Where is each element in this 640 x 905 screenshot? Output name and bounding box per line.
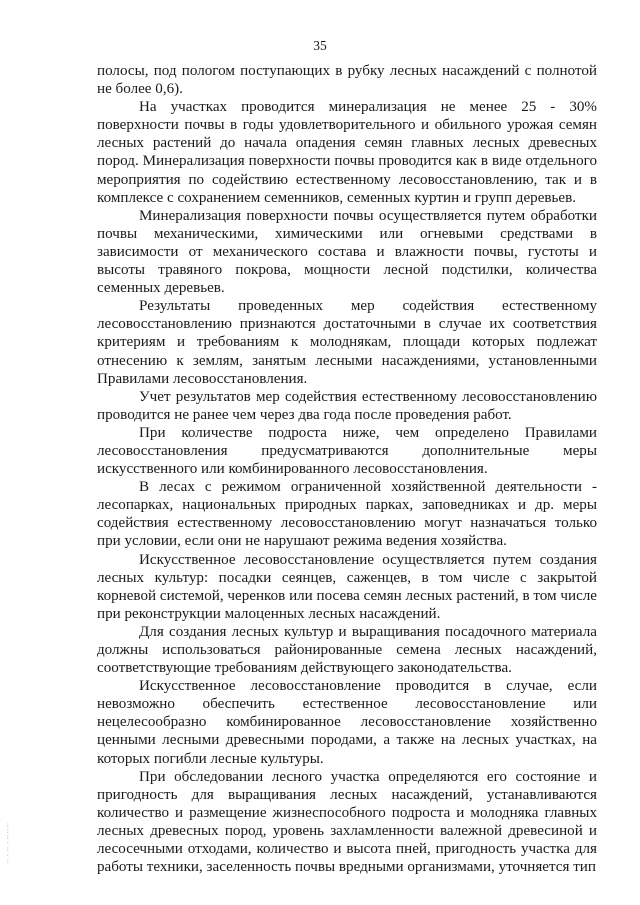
paragraph: При обследовании лесного участка определяются его состояние и пригодность для выращивания лесных насаждений, устанавливаются количество и размещение жизнеспособного подроста и молодняка главных лесных древесных пород, уровень захламленности валежной древесиной и лесосечными отходами, количество и высота пней, пригодность участка для работы техники, заселенность почвы вредными организмами, уточняется тип xyxy=(97,768,597,876)
paragraph: Для создания лесных культур и выращивания посадочного материала должны использоваться районированные семена лесных насаждений, соответствующие требованиям действующего законодательства. xyxy=(97,623,597,677)
page-number: 35 xyxy=(313,38,327,53)
paragraph-continuation: полосы, под пологом поступающих в рубку лесных насаждений с полнотой не более 0,6). xyxy=(97,63,597,98)
scan-margin-mark: : : : · : · : xyxy=(6,823,10,865)
paragraph: В лесах с режимом ограниченной хозяйственной деятельности - лесопарках, национальных природных парках, заповедниках и др. меры содействия естественному лесовосстановлению могут назначаться только при условии, если они не нарушают режима ведения хозяйства. xyxy=(97,479,597,550)
paragraph: На участках проводится минерализация не менее 25 - 30% поверхности почвы в годы удовлетворительного и обильного урожая семян лесных растений до начала опадения семян главных лесных древесных пород. Минерализация поверхности почвы проводится как в виде отдельного мероприятия по содействию естественному лесовосстановлению, так и в комплексе с сохранением семенников, семенных куртин и групп деревьев. xyxy=(97,99,597,206)
paragraph: Результаты проведенных мер содействия естественному лесовосстановлению признаются достаточными в случае их соответствия критериям и требованиям к молоднякам, площади которых подлежат отнесению к землям, занятым лесными насаждениями, установленными Правилами лесовосстановления. xyxy=(97,298,597,387)
paragraph: Минерализация поверхности почвы осуществляется путем обработки почвы механическими, химическими или огневыми средствами в зависимости от механического состава и влажности почвы, густоты и высоты травяного покрова, мощности лесной подстилки, количества семенных деревьев. xyxy=(97,207,597,297)
body-text xyxy=(97,62,597,876)
paragraph: Искусственное лесовосстановление осуществляется путем создания лесных культур: посадки сеянцев, саженцев, в том числе с закрытой корневой системой, черенков или посева семян лесных растений, в том числе при реконструкции малоценных лесных насаждений. xyxy=(97,551,597,622)
paragraph: Искусственное лесовосстановление проводится в случае, если невозможно обеспечить естественное лесовосстановление или нецелесообразно комбинированное лесовосстановление хозяйственно ценными лесными древесными породами, а также на лесных участках, на которых погибли лесные культуры. xyxy=(97,678,597,767)
paragraph: При количестве подроста ниже, чем определено Правилами лесовосстановления предусматриваются дополнительные меры искусственного или комбинированного лесовосстановления. xyxy=(97,424,597,478)
paragraph: Учет результатов мер содействия естественному лесовосстановлению проводится не ранее чем через два года после проведения работ. xyxy=(97,388,597,423)
